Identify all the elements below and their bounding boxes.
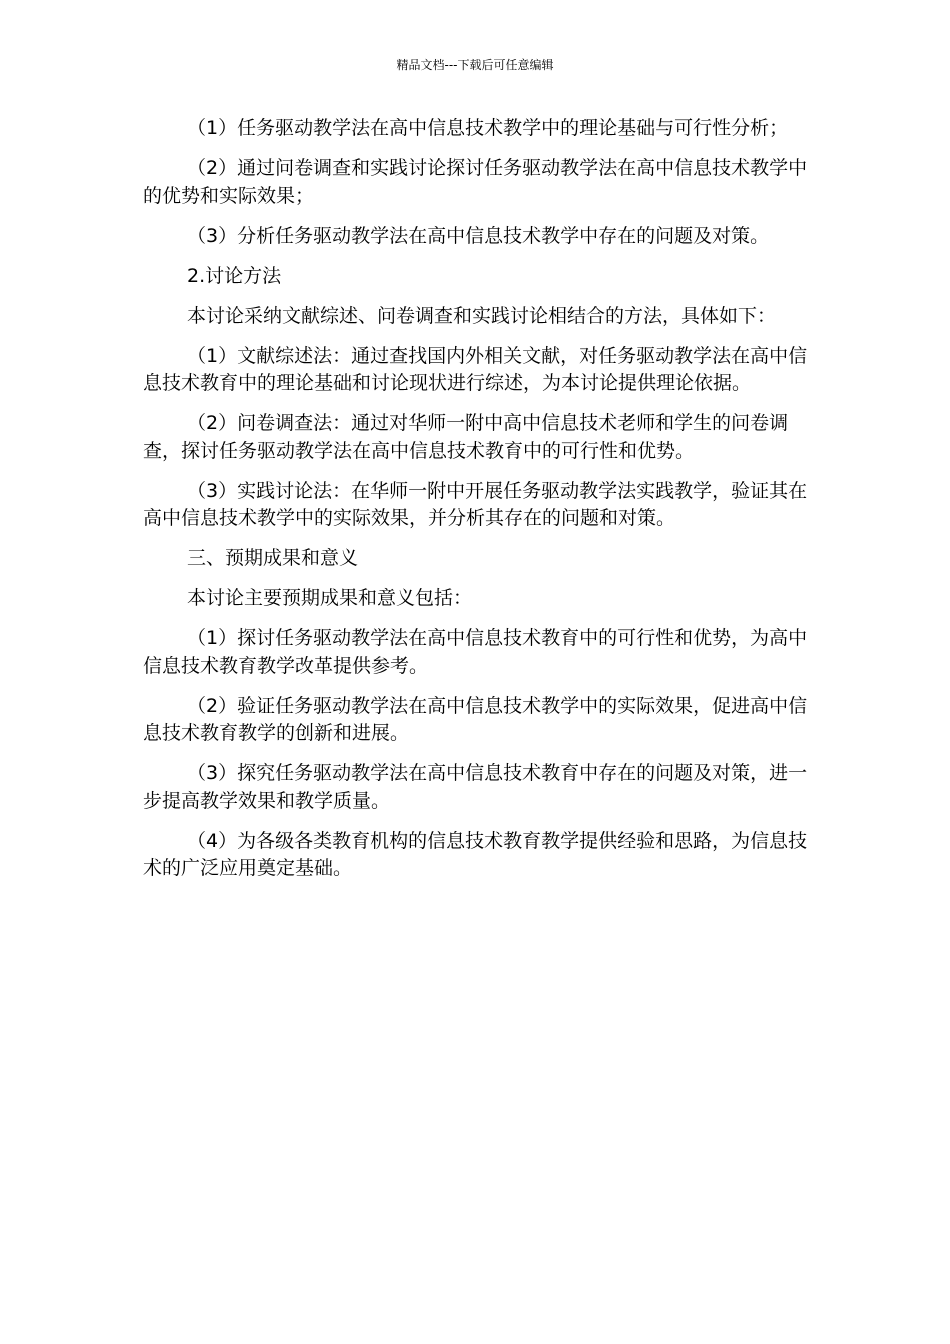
paragraph-objective-3: （3）分析任务驱动教学法在高中信息技术教学中存在的问题及对策。 — [187, 224, 770, 247]
paragraph-outcomes-intro: 本讨论主要预期成果和意义包括： — [187, 587, 473, 609]
paragraph-outcome-3: （3）探究任务驱动教学法在高中信息技术教育中存在的问题及对策，进一步提高教学效果和教学质量。 — [143, 762, 808, 812]
paragraph-outcome-1: （1）探讨任务驱动教学法在高中信息技术教育中的可行性和优势，为高中信息技术教育教学改革提供参考。 — [143, 627, 808, 677]
paragraph-method-practice: （3）实践讨论法：在华师一附中开展任务驱动教学法实践教学，验证其在高中信息技术教学中的实际效果，并分析其存在的问题和对策。 — [143, 479, 808, 529]
paragraph-objective-1: （1）任务驱动教学法在高中信息技术教学中的理论基础与可行性分析； — [187, 117, 789, 139]
paragraph-methods-intro: 本讨论采纳文献综述、问卷调查和实践讨论相结合的方法，具体如下： — [187, 304, 777, 327]
paragraph-method-literature: （1）文献综述法：通过查找国内外相关文献，对任务驱动教学法在高中信息技术教育中的理论基础和讨论现状进行综述，为本讨论提供理论依据。 — [143, 344, 808, 394]
paragraph-outcome-2: （2）验证任务驱动教学法在高中信息技术教学中的实际效果，促进高中信息技术教育教学的创新和进展。 — [143, 694, 808, 744]
paragraph-objective-2: （2）通过问卷调查和实践讨论探讨任务驱动教学法在高中信息技术教学中的优势和实际效果； — [143, 157, 808, 207]
section-heading-outcomes: 三、预期成果和意义 — [187, 547, 359, 569]
paragraph-method-survey: （2）问卷调查法：通过对华师一附中高中信息技术老师和学生的问卷调查，探讨任务驱动教学法在高中信息技术教育中的可行性和优势。 — [143, 412, 789, 462]
section-heading-methods: 2.讨论方法 — [187, 264, 282, 287]
paragraph-outcome-4: （4）为各级各类教育机构的信息技术教育教学提供经验和思路，为信息技术的广泛应用奠定基础。 — [143, 829, 808, 879]
page-header: 精品文档---下载后可任意编辑 — [396, 58, 554, 72]
document-body — [143, 115, 808, 895]
